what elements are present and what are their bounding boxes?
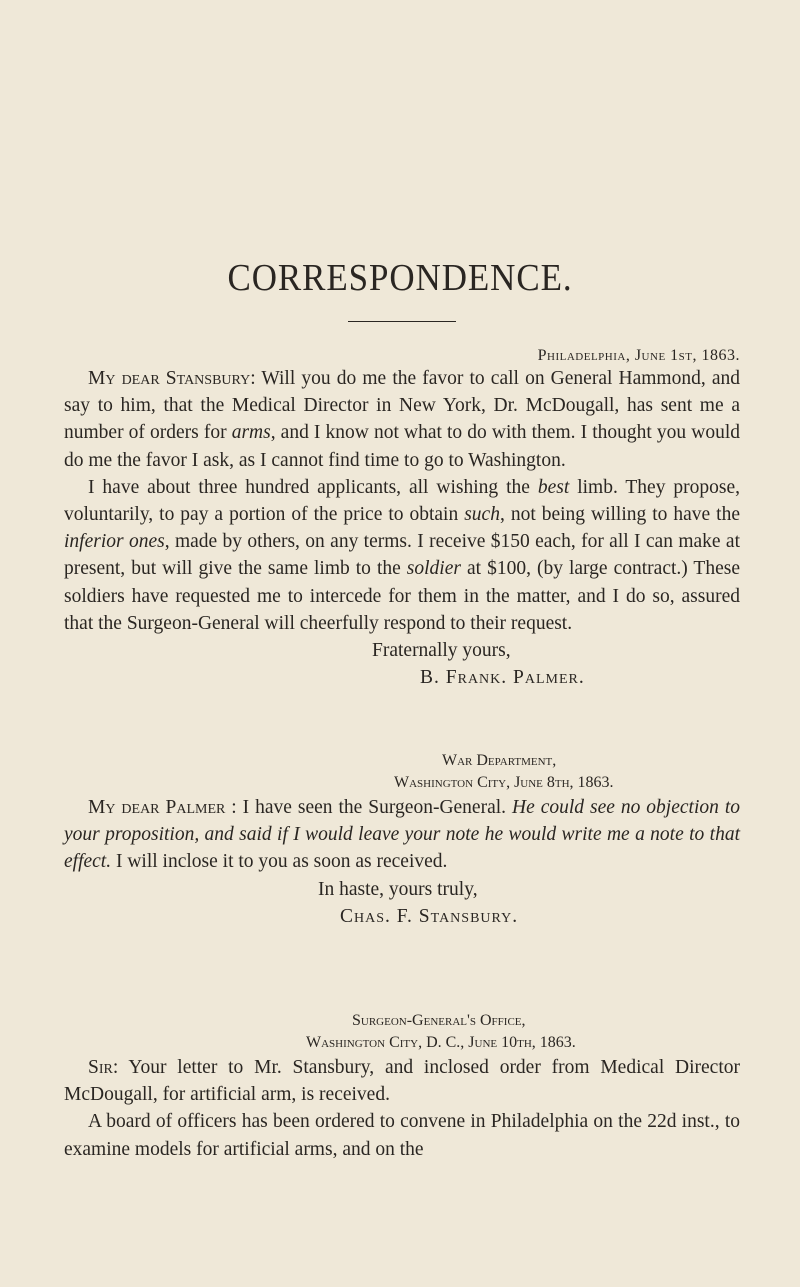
closing: Fraternally yours, (372, 640, 511, 662)
letter-surgeon-general-office (64, 1010, 740, 1163)
address-line: Surgeon-General's Office, (352, 1012, 526, 1029)
signature: Chas. F. Stansbury. (340, 905, 519, 927)
salutation: Sir: (88, 1057, 119, 1078)
paragraph: My dear Stansbury: Will you do me the favor to call on General Hammond, and say to him, that the Medical Director in New York, Dr. McDougall, has sent me a number of orders for arms, and I know not what to do with them. I thought you would do me the favor I ask, as I cannot find time to go to Washington. (64, 368, 740, 471)
letter-stansbury-to-palmer (64, 750, 740, 930)
paragraph: I have about three hundred applicants, all wishing the best limb. They propose, voluntarily, to pay a portion of the price to obtain such, not being willing to have the inferior ones, made by others, on any terms. I receive $150 each, for all I can make at present, but will give the same limb to the soldier at $100, (by large contract.) These soldiers have requested me to intercede for them in the matter, and I do so, assured that the Surgeon-General will cheerfully respond to their request. (64, 476, 741, 634)
paragraph: My dear Palmer : I have seen the Surgeon-General. He could see no objection to your proposition, and said if I would leave your note he would write me a note to that effect. I will inclose it to you as soon as received. (64, 797, 740, 873)
page-title: CORRESPONDENCE. (227, 257, 573, 299)
address-line: War Department, (442, 752, 557, 769)
paragraph: Sir: Your letter to Mr. Stansbury, and inclosed order from Medical Director McDougall, for artificial arm, is received. (64, 1057, 740, 1106)
letter-palmer-to-stansbury (64, 347, 740, 691)
salutation: My dear Palmer : (88, 797, 237, 818)
salutation: My dear Stansbury: (88, 368, 256, 389)
address-line: Washington City, D. C., June 10th, 1863. (306, 1034, 576, 1051)
signature: B. Frank. Palmer. (420, 667, 585, 689)
closing: In haste, yours truly, (318, 878, 478, 900)
paragraph: A board of officers has been ordered to convene in Philadelphia on the 22d inst., to examine models for artificial arms, and on the (64, 1111, 740, 1160)
title-rule (348, 321, 456, 322)
dateline: Philadelphia, June 1st, 1863. (537, 347, 740, 364)
address-line: Washington City, June 8th, 1863. (394, 774, 614, 791)
